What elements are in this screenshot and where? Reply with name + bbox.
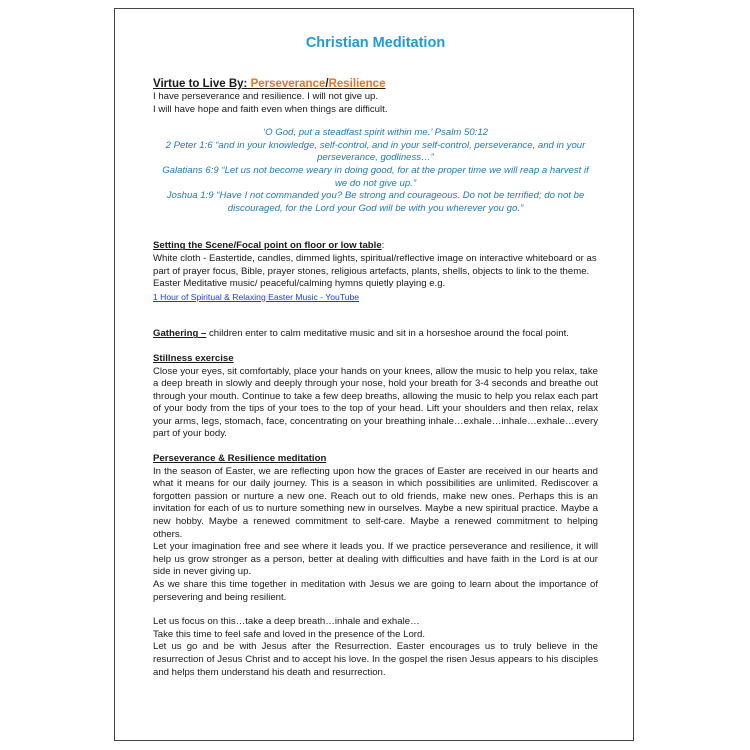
meditation-paragraph-5: Take this time to feel safe and loved in the presence of the Lord. <box>153 628 425 640</box>
virtue-line-1: I have perseverance and resilience. I will not give up. <box>153 91 379 102</box>
scene-text: White cloth - Eastertide, candles, dimmed lights, spiritual/reflective image on interactive whiteboard or as part of prayer focus, Bible, prayer stones, religious artefacts, plants, shells, objects to link to the theme. <box>153 252 597 277</box>
virtue-line-2: I will have hope and faith even when things are difficult. <box>153 103 388 115</box>
quote-2-peter: 2 Peter 1:6 “and in your knowledge, self-control, and in your self-control, perseverance, and in your perseverance, godliness…” <box>165 139 586 164</box>
meditation-heading: Perseverance & Resilience meditation <box>153 453 327 465</box>
virtue-word-perseverance: Perseverance <box>250 78 326 90</box>
virtue-separator: / <box>325 78 329 90</box>
gathering-text: children enter to calm meditative music and sit in a horseshoe around the focal point. <box>206 328 569 340</box>
stillness-text: Close your eyes, sit comfortably, place your hands on your knees, allow the music to help you relax, take a deep breath in slowly and deeply through your nose, hold your breath for 3-4 seconds and breathe out through your mouth. Continue to take a few deep breaths, allowing the music to help you relax each part of your body from the tips of your toes to the top of your head. Lift your shoulders and then relax, relax your arms, legs, stomach, face, concentrating on your breathing inhale…exhale…inhale…exhale…every part of your body. <box>153 365 598 440</box>
gathering-line <box>153 328 598 341</box>
scene-music: Easter Meditative music/ peaceful/calming hymns quietly playing e.g. <box>153 278 446 290</box>
meditation-paragraph-3: As we share this time together in meditation with Jesus we are going to learn about the importance of persevering and being resilient. <box>153 579 598 603</box>
page-content <box>153 34 598 679</box>
meditation-paragraph-2: Let your imagination free and see where it leads you. If we practice perseverance and resilience, it will help us grow stronger as a person, better at dealing with difficulties and have faith in the Lord is at our side in never giving up. <box>153 541 598 578</box>
virtue-word-resilience: Resilience <box>328 78 386 90</box>
document-page <box>114 8 634 741</box>
quote-psalm: ‘O God, put a steadfast spirit within me.’ Psalm 50:12 <box>262 127 489 139</box>
stillness-heading: Stillness exercise <box>153 352 234 364</box>
scene-heading: Setting the Scene/Focal point on floor or low table <box>153 240 382 252</box>
scene-heading-line <box>153 240 598 253</box>
youtube-link[interactable]: 1 Hour of Spiritual & Relaxing Easter Music - YouTube <box>153 291 360 302</box>
scene-heading-colon: : <box>381 240 385 252</box>
virtue-label: Virtue to Live By: <box>153 78 251 90</box>
meditation-paragraph-4: Let us focus on this…take a deep breath…inhale and exhale… <box>153 616 420 628</box>
page-title: Christian Meditation <box>305 35 446 51</box>
gathering-heading: Gathering – <box>153 328 207 340</box>
quote-joshua: Joshua 1:9 “Have I not commanded you? Be strong and courageous. Do not be terrified; do not be discouraged, for the Lord your God will be with you wherever you go.” <box>166 190 585 214</box>
meditation-paragraph-6: Let us go and be with Jesus after the Resurrection. Easter encourages us to truly believe in the resurrection of Jesus Christ and to accept his love. In the gospel the risen Jesus appears to his disciples and helps them understand his death and resurrection. <box>153 641 598 678</box>
quote-galatians: Galatians 6:9 “Let us not become weary in doing good, for at the proper time we will reap a harvest if we do not give up.” <box>162 164 589 189</box>
meditation-paragraph-1: In the season of Easter, we are reflecting upon how the graces of Easter are received in our hearts and what it means for our daily journey. This is a season in which possibilities are unlimited. Rediscover a forgotten passion or nurture a new one. Reach out to old friends, make new ones. Perhaps this is an invitation for each of us to nurture something new in ourselves. Maybe a new spiritual practice. Maybe a new hobby. Maybe a renewed commitment to self-care. Maybe a renewed commitment to helping others. <box>153 465 598 540</box>
virtue-heading <box>153 77 598 91</box>
